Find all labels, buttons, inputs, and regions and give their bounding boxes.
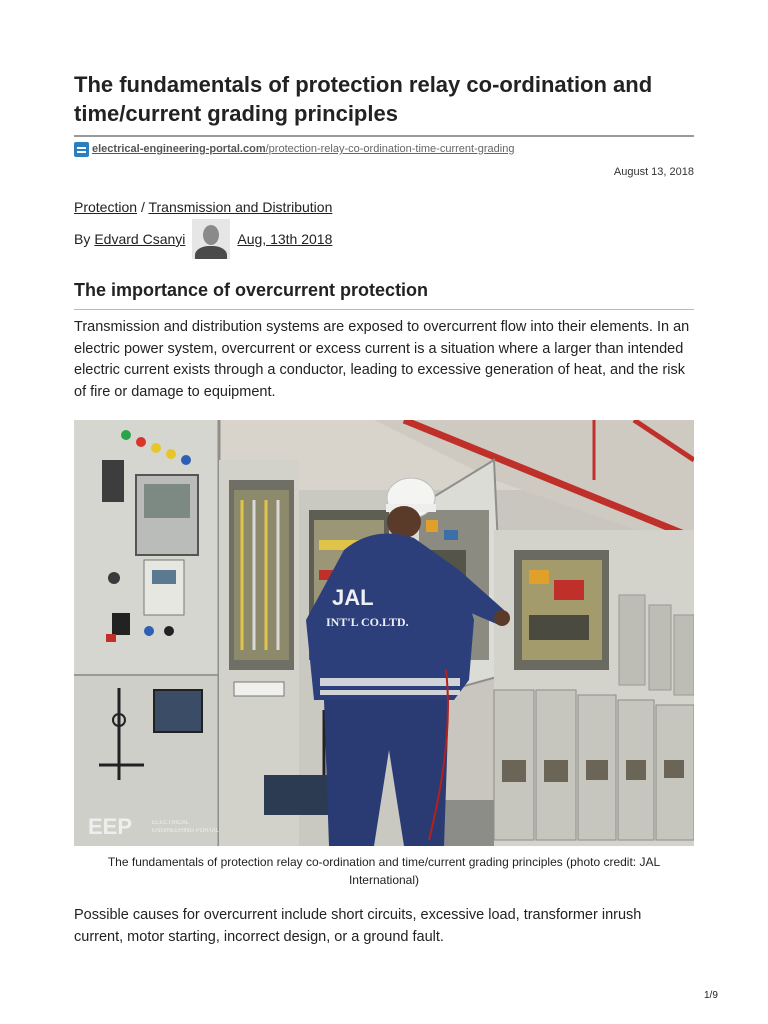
byline <box>74 219 332 259</box>
watermark-logo: EEP <box>88 814 133 839</box>
byline-prefix: By <box>74 231 91 247</box>
category-separator: / <box>140 199 145 215</box>
watermark-sub-1: ELECTRICAL <box>152 820 190 826</box>
publish-date: August 13, 2018 <box>613 166 694 178</box>
source-link[interactable] <box>74 141 514 157</box>
worker-jacket-subtext: INT'L CO.LTD. <box>326 615 409 629</box>
paragraph-causes: Possible causes for overcurrent include short circuits, excessive load, transformer inrush current, motor starting, incorrect design, or a ground fault. <box>74 907 642 945</box>
category-breadcrumb <box>74 199 332 215</box>
category-link-transmission[interactable]: Transmission and Distribution <box>148 199 333 215</box>
title-divider <box>74 135 694 137</box>
source-path[interactable]: /protection-relay-co-ordination-time-current-grading <box>265 143 515 155</box>
paragraph-intro: Transmission and distribution systems are exposed to overcurrent flow into their elements. In an electric power system, overcurrent or excess current is a situation where a larger than intended electric current exists through a conductor, leading to excessive generation of heat, and the risk of fire or damage to equipment. <box>74 319 690 400</box>
source-domain[interactable]: electrical-engineering-portal.com <box>92 143 266 155</box>
section-heading: The importance of overcurrent protection <box>74 280 429 300</box>
author-avatar <box>192 219 230 259</box>
byline-date-link[interactable]: Aug, 13th 2018 <box>237 231 333 247</box>
page-number: 1/9 <box>704 990 718 1001</box>
section-divider <box>74 309 694 310</box>
document-icon <box>74 142 89 157</box>
article-title: The fundamentals of protection relay co-ordination and time/current grading principles <box>74 72 653 126</box>
photo-caption: The fundamentals of protection relay co-ordination and time/current grading principles (photo credit: JAL International) <box>107 855 661 887</box>
category-link-protection[interactable]: Protection <box>74 199 138 215</box>
article-photo <box>74 420 694 846</box>
author-link[interactable]: Edvard Csanyi <box>94 231 186 247</box>
watermark-sub-2: ENGINEERING PORTAL <box>152 828 220 834</box>
worker-jacket-logo: JAL <box>332 585 374 610</box>
